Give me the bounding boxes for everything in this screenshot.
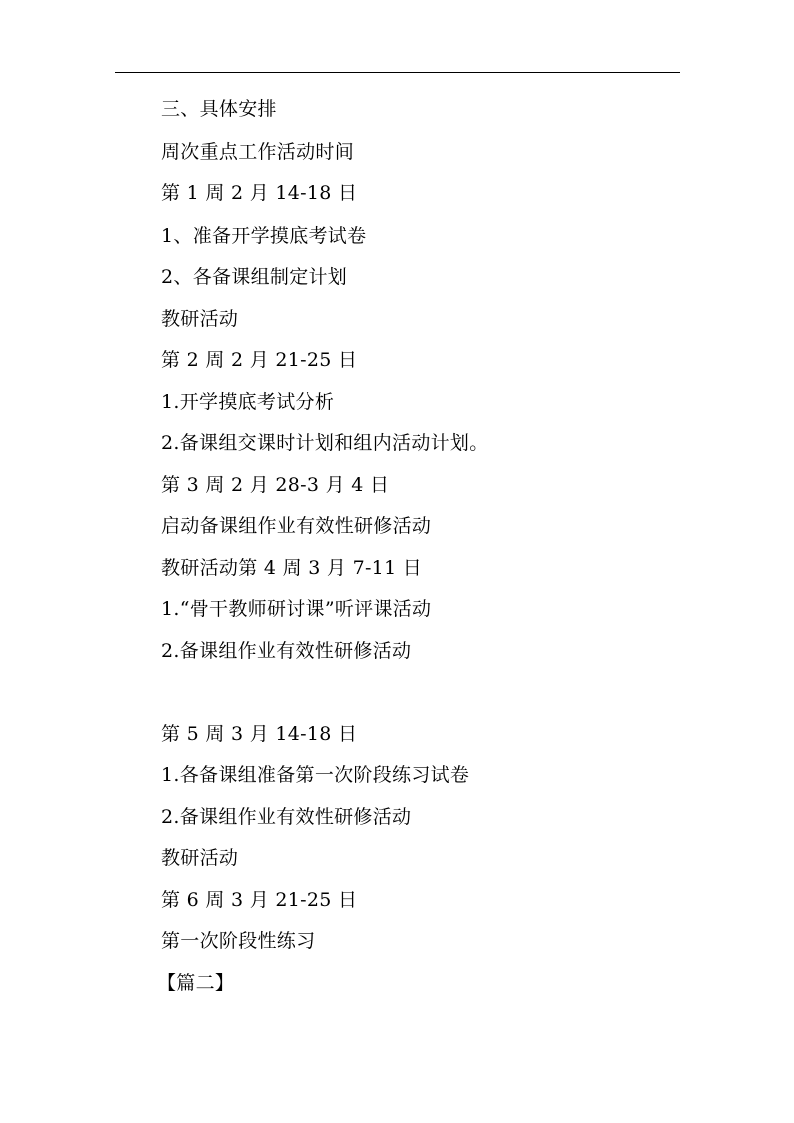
week-1-line: 第 1 周 2 月 14-18 日 xyxy=(161,182,358,204)
week-4-task-1: 1.“骨干教师研讨课”听评课活动 xyxy=(161,598,432,620)
week-5-task-2: 2.备课组作业有效性研修活动 xyxy=(161,806,412,828)
week-6-line: 第 6 周 3 月 21-25 日 xyxy=(161,889,358,911)
week-6-task: 第一次阶段性练习 xyxy=(161,930,316,952)
week-2-task-2: 2.备课组交课时计划和组内活动计划。 xyxy=(161,432,489,454)
week-1-task-2: 2、各备课组制定计划 xyxy=(161,266,348,288)
week-4-task-2: 2.备课组作业有效性研修活动 xyxy=(161,640,412,662)
week-2-task-1: 1.开学摸底考试分析 xyxy=(161,391,335,413)
table-header-line: 周次重点工作活动时间 xyxy=(161,141,355,163)
week-4-line: 教研活动第 4 周 3 月 7-11 日 xyxy=(161,557,423,579)
week-1-activity: 教研活动 xyxy=(161,308,239,330)
week-2-line: 第 2 周 2 月 21-25 日 xyxy=(161,349,358,371)
section-heading: 三、具体安排 xyxy=(161,98,277,120)
week-5-activity: 教研活动 xyxy=(161,847,239,869)
week-3-line: 第 3 周 2 月 28-3 月 4 日 xyxy=(161,474,390,496)
week-3-task: 启动备课组作业有效性研修活动 xyxy=(161,515,432,537)
week-1-task-1: 1、准备开学摸底考试卷 xyxy=(161,225,367,247)
header-rule xyxy=(115,72,680,73)
week-5-line: 第 5 周 3 月 14-18 日 xyxy=(161,723,358,745)
week-5-task-1: 1.各备课组准备第一次阶段练习试卷 xyxy=(161,764,470,786)
section-marker: 【篇二】 xyxy=(157,972,235,994)
